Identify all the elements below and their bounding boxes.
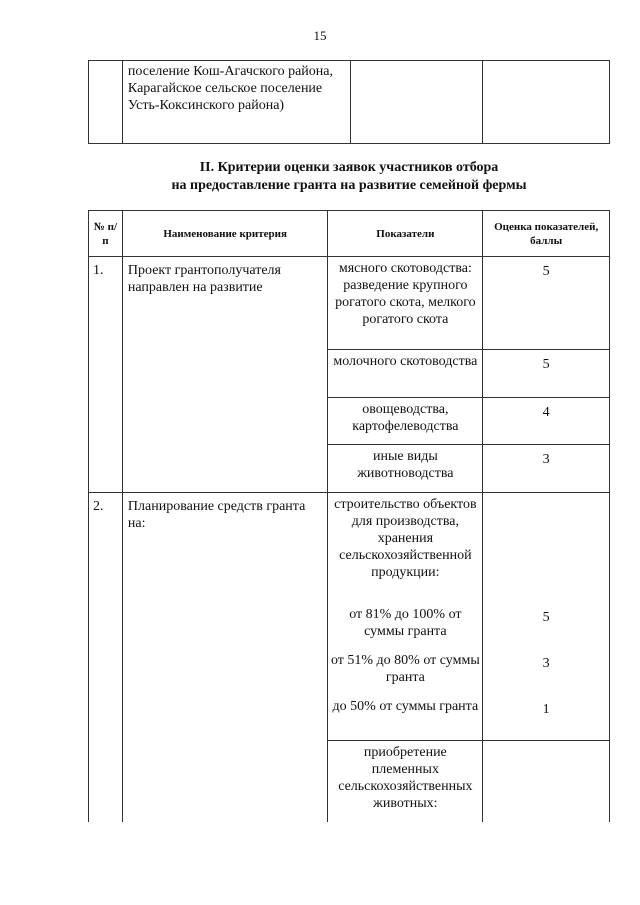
indicator-cell: строительство объектов для производства, хранения сельскохозяйственной продукции: [328, 493, 483, 604]
score-cell: 4 [483, 398, 610, 445]
section-title-line: на предоставление гранта на развитие семейной фермы [171, 178, 527, 193]
continuation-table [88, 60, 610, 144]
row-number: 1. [89, 257, 123, 493]
indicator-cell: иные виды животноводства [328, 445, 483, 493]
criterion-name: Проект грантополучателя направлен на развитие [122, 257, 328, 493]
table-cell [483, 61, 610, 144]
indicator-cell: мясного скотоводства: разведение крупного рогатого скота, мелкого рогатого скота [328, 257, 483, 350]
table-row [89, 493, 610, 604]
criteria-table [88, 210, 610, 822]
table-cell: поселение Кош-Агачского района, Карагайское сельское поселение Усть-Коксинского района) [122, 61, 350, 144]
table-cell [350, 61, 483, 144]
score-cell: 5 [483, 603, 610, 649]
section-title [88, 159, 610, 195]
table-row [89, 61, 610, 144]
score-cell: 3 [483, 649, 610, 695]
header-criterion: Наименование критерия [122, 211, 328, 257]
score-cell [483, 493, 610, 604]
score-cell: 5 [483, 257, 610, 350]
section-title-line: II. Критерии оценки заявок участников отбора [199, 160, 499, 175]
header-score: Оценка показателей, баллы [483, 211, 610, 257]
indicator-cell: приобретение племенных сельскохозяйственных животных: [328, 741, 483, 823]
score-cell: 3 [483, 445, 610, 493]
row-number: 2. [89, 493, 123, 823]
score-cell: 1 [483, 695, 610, 741]
score-cell: 5 [483, 350, 610, 398]
table-header-row [89, 211, 610, 257]
score-cell [483, 741, 610, 823]
criterion-name: Планирование средств гранта на: [122, 493, 328, 823]
indicator-cell: до 50% от суммы гранта [328, 695, 483, 741]
table-cell [89, 61, 123, 144]
page-number: 15 [313, 28, 327, 43]
header-num: № п/п [89, 211, 123, 257]
indicator-cell: от 51% до 80% от суммы гранта [328, 649, 483, 695]
indicator-cell: от 81% до 100% от суммы гранта [328, 603, 483, 649]
indicator-cell: молочного скотоводства [328, 350, 483, 398]
indicator-cell: овощеводства, картофелеводства [328, 398, 483, 445]
table-row [89, 257, 610, 350]
header-indicators: Показатели [328, 211, 483, 257]
